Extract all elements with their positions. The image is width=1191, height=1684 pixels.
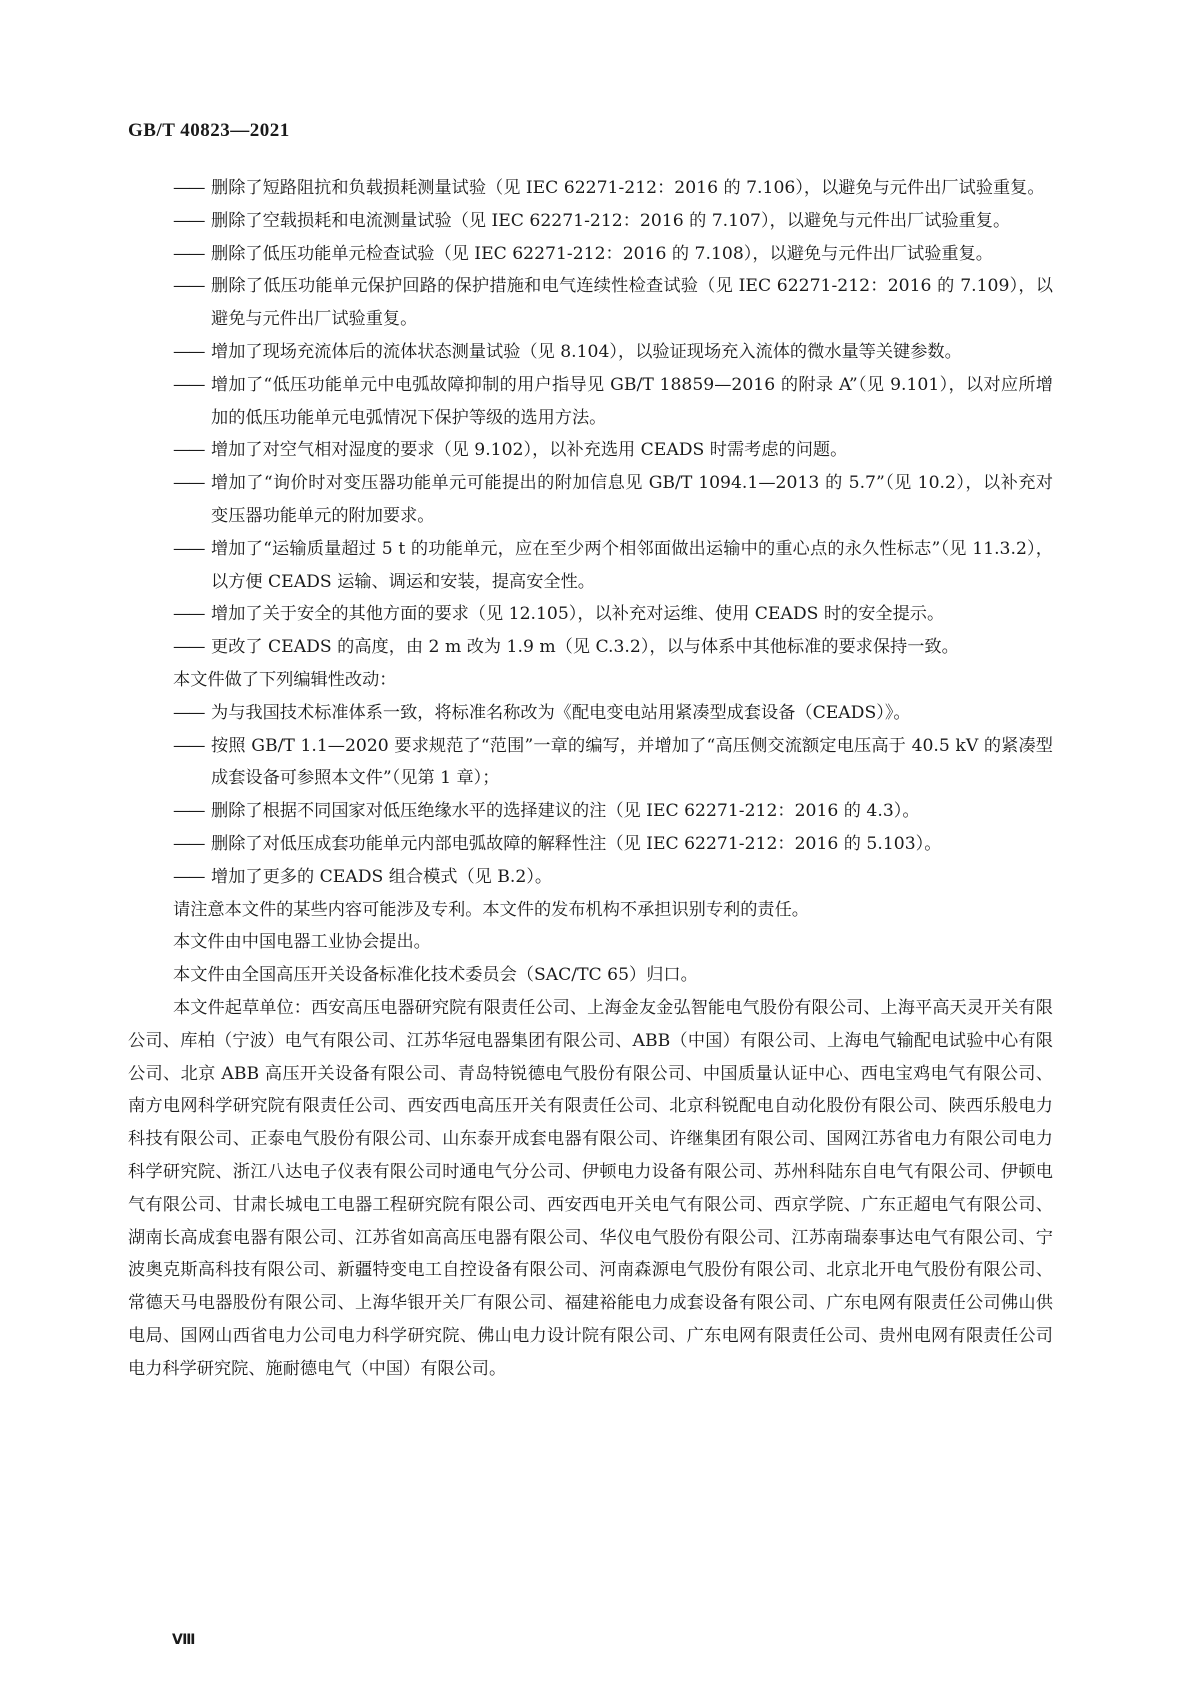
dash-marker: —— xyxy=(173,210,204,231)
dash-marker: —— xyxy=(173,604,204,625)
list-item xyxy=(173,205,1053,238)
dash-marker: —— xyxy=(173,178,204,198)
dash-marker: —— xyxy=(173,276,204,297)
dash-marker: —— xyxy=(173,702,204,723)
list-item xyxy=(173,336,1053,369)
list-item-text: 增加了“询价时对变压器功能单元可能提出的附加信息见 GB/T 1094.1—2013 的 5.7”（见 10.2），以补充对变压器功能单元的附加要求。 xyxy=(211,473,1053,526)
list-item xyxy=(173,631,1053,664)
list-item-text: 删除了对低压成套功能单元内部电弧故障的解释性注（见 IEC 62271-212：2016 的 5.103）。 xyxy=(211,833,942,854)
list-item-text: 删除了低压功能单元保护回路的保护措施和电气连续性检查试验（见 IEC 62271-212：2016 的 7.109），以避免与元件出厂试验重复。 xyxy=(211,276,1053,330)
list-item xyxy=(173,369,1053,435)
list-item-text: 为与我国技术标准体系一致，将标准名称改为《配电变电站用紧凑型成套设备（CEADS）》。 xyxy=(211,702,911,723)
list-item xyxy=(173,533,1053,599)
editorial-intro: 本文件做了下列编辑性改动： xyxy=(173,669,397,690)
dash-marker: —— xyxy=(173,637,204,658)
list-item xyxy=(173,697,1053,730)
list-item xyxy=(173,434,1053,467)
standard-number-header: GB/T 40823—2021 xyxy=(128,120,290,141)
list-item-text: 增加了更多的 CEADS 组合模式（见 B.2）。 xyxy=(211,866,553,887)
dash-marker: —— xyxy=(173,341,204,362)
dash-marker: —— xyxy=(173,374,204,395)
list-item xyxy=(173,730,1053,796)
list-item-text: 删除了根据不同国家对低压绝缘水平的选择建议的注（见 IEC 62271-212：2016 的 4.3）。 xyxy=(211,801,920,822)
list-item-text: 删除了空载损耗和电流测量试验（见 IEC 62271-212：2016 的 7.107），以避免与元件出厂试验重复。 xyxy=(211,210,1011,231)
list-item xyxy=(173,172,1053,205)
list-item xyxy=(173,238,1053,271)
list-item-text: 按照 GB/T 1.1—2020 要求规范了“范围”一章的编写，并增加了“高压侧交流额定电压高于 40.5 kV 的紧凑型成套设备可参照本文件”（见第 1 章）； xyxy=(211,735,1053,789)
foreword-body xyxy=(128,172,1053,1385)
dash-marker: —— xyxy=(173,243,204,264)
list-item-text: 增加了“低压功能单元中电弧故障抑制的用户指导见 GB/T 18859—2016 的附录 A”（见 9.101），以对应所增加的低压功能单元电弧情况下保护等级的选用方法。 xyxy=(211,374,1053,428)
dash-marker: —— xyxy=(173,833,204,854)
patent-notice: 请注意本文件的某些内容可能涉及专利。本文件的发布机构不承担识别专利的责任。 xyxy=(173,899,809,920)
list-item-text: 增加了现场充流体后的流体状态测量试验（见 8.104），以验证现场充入流体的微水量等关键参数。 xyxy=(211,341,962,362)
dash-marker: —— xyxy=(173,440,204,461)
list-item-text: 增加了“运输质量超过 5 t 的功能单元，应在至少两个相邻面做出运输中的重心点的永久性标志”（见 11.3.2），以方便 CEADS 运输、调运和安装，提高安全性。 xyxy=(211,538,1053,592)
list-item xyxy=(173,270,1053,336)
centralized-by: 本文件由全国高压开关设备标准化技术委员会（SAC/TC 65）归口。 xyxy=(173,965,698,986)
dash-marker: —— xyxy=(173,735,204,756)
dash-marker: —— xyxy=(173,801,204,822)
drafting-units: 本文件起草单位：西安高压电器研究院有限责任公司、上海金友金弘智能电气股份有限公司、上海平高天灵开关有限公司、库柏（宁波）电气有限公司、江苏华冠电器集团有限公司、ABB（中国）有限公司、上海电气输配电试验中心有限公司、北京 ABB 高压开关设备有限公司、青岛特锐德电气股份有限公司、中国质量认证中心、西电宝鸡电气有限公司、南方电网科学研究院有限责任公司、西安西电高压开关有限责任公司、北京科锐配电自动化股份有限公司、陕西乐般电力科技有限公司、正泰电气股份有限公司、山东泰开成套电器有限公司、许继集团有限公司、国网江苏省电力有限公司电力科学研究院、浙江八达电子仪表有限公司时通电气分公司、伊顿电力设备有限公司、苏州科陆东自电气有限公司、伊顿电气有限公司、甘肃长城电工电器工程研究院有限公司、西安西电开关电气有限公司、西京学院、广东正超电气有限公司、湖南长高成套电器有限公司、江苏省如高高压电器有限公司、华仪电气股份有限公司、江苏南瑞泰事达电气有限公司、宁波奥克斯高科技有限公司、新疆特变电工自控设备有限公司、河南森源电气股份有限公司、北京北开电气股份有限公司、常德天马电器股份有限公司、上海华银开关厂有限公司、福建裕能电力成套设备有限公司、广东电网有限责任公司佛山供电局、国网山西省电力公司电力科学研究院、佛山电力设计院有限公司、广东电网有限责任公司、贵州电网有限责任公司电力科学研究院、施耐德电气（中国）有限公司。 xyxy=(128,997,1053,1379)
editorial-changes-list xyxy=(173,697,1053,894)
dash-marker: —— xyxy=(173,866,204,887)
list-item xyxy=(173,598,1053,631)
list-item-text: 删除了短路阻抗和负载损耗测量试验（见 IEC 62271-212：2016 的 7.106），以避免与元件出厂试验重复。 xyxy=(211,178,1045,198)
dash-marker: —— xyxy=(173,538,204,559)
list-item-text: 增加了对空气相对湿度的要求（见 9.102），以补充选用 CEADS 时需考虑的问题。 xyxy=(211,440,848,461)
list-item-text: 增加了关于安全的其他方面的要求（见 12.105），以补充对运维、使用 CEADS 时的安全提示。 xyxy=(211,604,945,625)
list-item xyxy=(173,861,1053,894)
dash-marker: —— xyxy=(173,473,204,494)
list-item xyxy=(173,467,1053,533)
page-number: Ⅷ xyxy=(172,1632,195,1648)
list-item xyxy=(173,828,1053,861)
proposed-by: 本文件由中国电器工业协会提出。 xyxy=(173,932,431,953)
list-item-text: 删除了低压功能单元检查试验（见 IEC 62271-212：2016 的 7.108），以避免与元件出厂试验重复。 xyxy=(211,243,993,264)
list-item xyxy=(173,795,1053,828)
list-item-text: 更改了 CEADS 的高度，由 2 m 改为 1.9 m（见 C.3.2），以与体系中其他标准的要求保持一致。 xyxy=(211,637,959,658)
technical-changes-list xyxy=(173,172,1053,664)
